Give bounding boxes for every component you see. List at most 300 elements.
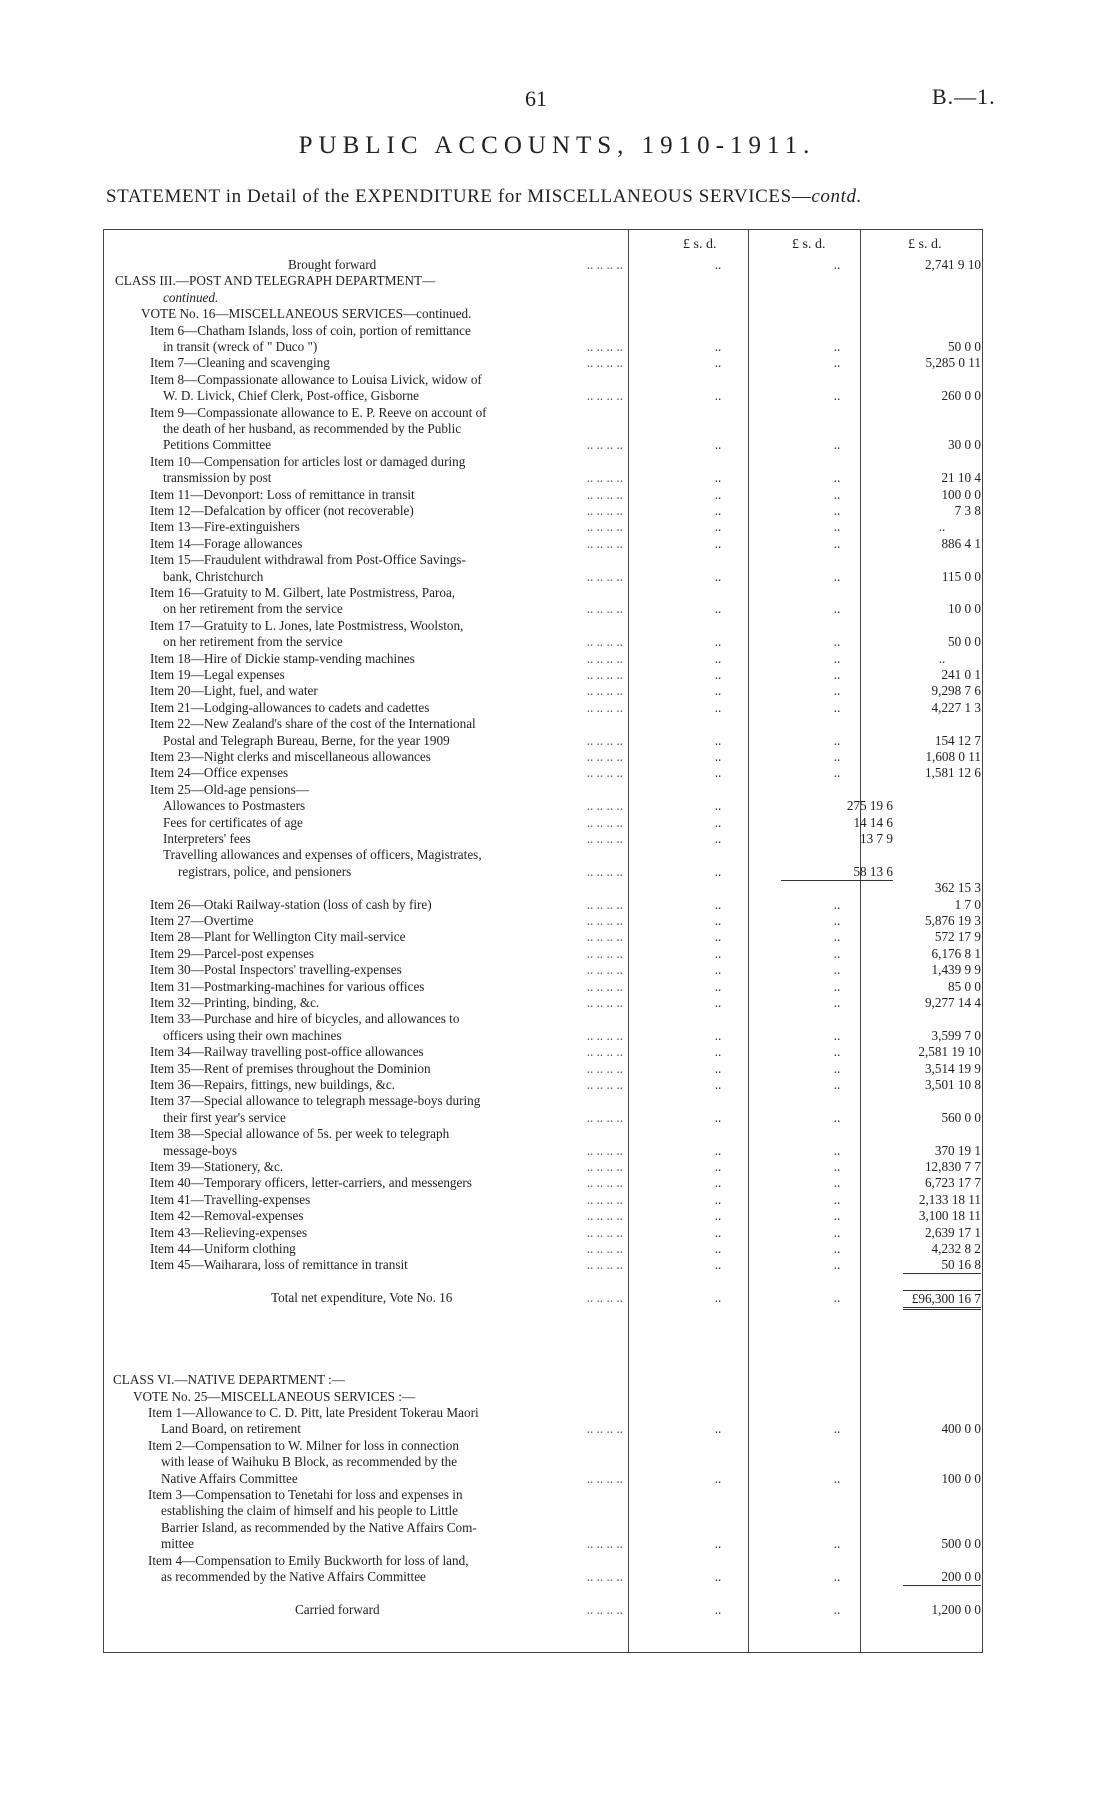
amount-c2: .. bbox=[833, 1027, 841, 1043]
amount-c1: .. bbox=[714, 1175, 722, 1191]
row-description bbox=[103, 585, 623, 601]
row-description bbox=[103, 1225, 623, 1241]
amount-c3: 4,227 1 3 bbox=[931, 699, 981, 715]
amount-c1: .. bbox=[714, 1569, 722, 1584]
amount-c2: .. bbox=[833, 1175, 841, 1191]
row-description-text: Item 6—Chatham Islands, loss of coin, portion of remittance bbox=[150, 322, 471, 338]
leader-dots: .. .. .. .. bbox=[586, 1027, 623, 1043]
amount-c3: 9,298 7 6 bbox=[931, 683, 981, 699]
amount-c3: 85 0 0 bbox=[948, 978, 981, 994]
row-description-text: Item 24—Office expenses bbox=[150, 765, 289, 781]
ledger-row bbox=[103, 683, 983, 699]
amount-c1: .. bbox=[714, 437, 722, 453]
row-description-text: Item 26—Otaki Railway-station (loss of cash by fire) bbox=[150, 896, 432, 912]
ledger-row bbox=[103, 651, 983, 667]
row-description bbox=[103, 1061, 623, 1077]
row-description bbox=[103, 487, 623, 503]
amount-c3: 2,581 19 10 bbox=[918, 1044, 981, 1060]
row-description bbox=[103, 1569, 623, 1585]
amount-c2: .. bbox=[833, 1224, 841, 1240]
ledger-row bbox=[103, 273, 983, 289]
row-description bbox=[103, 470, 623, 486]
row-description bbox=[103, 306, 623, 322]
ledger-row bbox=[103, 1405, 983, 1421]
leader-dots: .. .. .. .. bbox=[586, 749, 623, 764]
amount-c1: .. bbox=[714, 1044, 722, 1060]
row-description bbox=[103, 1028, 623, 1044]
row-description-text: on her retirement from the service bbox=[163, 634, 343, 650]
amount-c3: 3,100 18 11 bbox=[918, 1208, 981, 1224]
amount-c2: .. bbox=[833, 634, 841, 650]
amount-c1: .. bbox=[714, 1077, 722, 1092]
row-description-text: Item 21—Lodging-allowances to cadets and cadettes bbox=[150, 699, 430, 715]
row-description-text: Item 41—Travelling-expenses bbox=[150, 1191, 311, 1207]
row-description bbox=[103, 946, 623, 962]
amount-c3: 2,639 17 1 bbox=[924, 1224, 981, 1240]
amount-c3: 50 16 8 bbox=[903, 1257, 981, 1274]
ledger-row bbox=[103, 1372, 983, 1388]
leader-dots: .. .. .. .. bbox=[586, 913, 623, 928]
row-description bbox=[103, 667, 623, 683]
ledger-row bbox=[103, 454, 983, 470]
row-description bbox=[103, 929, 623, 945]
row-description-text: mittee bbox=[161, 1536, 194, 1552]
row-description-text: Interpreters' fees bbox=[163, 831, 251, 846]
row-description-text: Item 11—Devonport: Loss of remittance in transit bbox=[150, 486, 415, 502]
row-description-text: Item 42—Removal-expenses bbox=[150, 1208, 304, 1224]
amount-c1: .. bbox=[714, 1208, 722, 1224]
ledger-row bbox=[103, 1093, 983, 1109]
ledger-row bbox=[103, 1536, 983, 1552]
amount-c1: .. bbox=[714, 732, 722, 748]
amount-c2: .. bbox=[833, 1142, 841, 1158]
row-description bbox=[103, 716, 623, 732]
row-description-text: Item 35—Rent of premises throughout the Dominion bbox=[150, 1060, 431, 1076]
row-description-text: as recommended by the Native Affairs Committee bbox=[161, 1569, 426, 1584]
ledger-row bbox=[103, 1011, 983, 1027]
ledger-row bbox=[103, 421, 983, 437]
leader-dots: .. .. .. .. bbox=[586, 1470, 623, 1486]
amount-c1: .. bbox=[714, 1027, 722, 1043]
amount-c1: .. bbox=[714, 1191, 722, 1207]
ledger-row bbox=[103, 1520, 983, 1536]
row-description bbox=[103, 847, 623, 863]
row-description-text: message-boys bbox=[163, 1142, 237, 1158]
ledger-row bbox=[103, 700, 983, 716]
ledger-row bbox=[103, 815, 983, 831]
row-description-text: Land Board, on retirement bbox=[161, 1421, 301, 1437]
amount-c1: .. bbox=[714, 699, 722, 715]
leader-dots: .. .. .. .. bbox=[586, 798, 623, 814]
row-description bbox=[103, 421, 623, 437]
leader-dots: .. .. .. .. bbox=[586, 945, 623, 961]
row-description bbox=[103, 1159, 623, 1175]
row-description-text: Postal and Telegraph Bureau, Berne, for the year 1909 bbox=[163, 732, 450, 748]
row-description bbox=[103, 831, 623, 847]
row-description-text: Item 23—Night clerks and miscellaneous allowances bbox=[150, 749, 431, 764]
amount-c1: .. bbox=[714, 1241, 722, 1256]
amount-c3: 1,581 12 6 bbox=[924, 765, 981, 781]
leader-dots: .. .. .. .. bbox=[586, 831, 623, 846]
amount-c2: .. bbox=[833, 929, 841, 945]
row-description-text: Petitions Committee bbox=[163, 437, 272, 453]
amount-c1: .. bbox=[714, 1536, 722, 1552]
row-description-text: Item 20—Light, fuel, and water bbox=[150, 683, 318, 699]
ledger-row bbox=[103, 995, 983, 1011]
ledger-row bbox=[103, 634, 983, 650]
ledger-row bbox=[103, 1356, 983, 1372]
leader-dots: .. .. .. .. bbox=[586, 1224, 623, 1240]
ledger-row bbox=[103, 1602, 983, 1618]
amount-c2: .. bbox=[833, 1191, 841, 1207]
row-description bbox=[103, 1438, 623, 1454]
amount-c1: .. bbox=[714, 929, 722, 945]
leader-dots: .. .. .. .. bbox=[586, 257, 623, 272]
row-description bbox=[103, 454, 623, 470]
row-description bbox=[103, 765, 623, 781]
leader-dots: .. .. .. .. bbox=[586, 1191, 623, 1207]
ledger-row bbox=[103, 470, 983, 486]
row-description bbox=[103, 913, 623, 929]
ledger-row bbox=[103, 1454, 983, 1470]
amount-c2: .. bbox=[833, 896, 841, 912]
amount-c2: .. bbox=[833, 1241, 841, 1256]
amount-c2: .. bbox=[833, 1601, 841, 1617]
row-description bbox=[103, 569, 623, 585]
ledger-row bbox=[103, 1290, 983, 1306]
row-description bbox=[103, 700, 623, 716]
amount-c3: 12,830 7 7 bbox=[924, 1159, 981, 1174]
row-description bbox=[103, 290, 623, 306]
column-header-2: £ s. d. bbox=[792, 237, 826, 252]
ledger-row bbox=[103, 1471, 983, 1487]
row-description-text: their first year's service bbox=[163, 1109, 286, 1125]
row-description bbox=[103, 634, 623, 650]
amount-c1: .. bbox=[714, 798, 722, 814]
amount-c2: .. bbox=[833, 1208, 841, 1224]
leader-dots: .. .. .. .. bbox=[586, 1109, 623, 1125]
row-description bbox=[103, 437, 623, 453]
row-description-text: VOTE No. 16—MISCELLANEOUS SERVICES—continued. bbox=[141, 306, 472, 322]
subtitle-main: STATEMENT in Detail of the EXPENDITURE for MISCELLANEOUS SERVICES— bbox=[106, 186, 812, 207]
ledger-row bbox=[103, 601, 983, 617]
row-description bbox=[103, 1520, 623, 1536]
amount-c1: .. bbox=[714, 257, 722, 272]
ledger-row bbox=[103, 487, 983, 503]
amount-c2: .. bbox=[833, 339, 841, 354]
amount-c2: .. bbox=[833, 1109, 841, 1125]
row-description bbox=[103, 995, 623, 1011]
amount-c3: 30 0 0 bbox=[948, 437, 981, 453]
row-description-text: the death of her husband, as recommended by the Public bbox=[163, 421, 462, 436]
amount-c2: .. bbox=[833, 995, 841, 1010]
amount-c1: .. bbox=[714, 519, 722, 535]
row-description-text: Item 25—Old-age pensions— bbox=[150, 781, 309, 797]
page-title: PUBLIC ACCOUNTS, 1910-1911. bbox=[298, 132, 816, 159]
ledger-row bbox=[103, 1044, 983, 1060]
row-description bbox=[103, 519, 623, 535]
ledger-row bbox=[103, 1339, 983, 1355]
ledger-row bbox=[103, 929, 983, 945]
row-description bbox=[103, 1421, 623, 1437]
ledger-row bbox=[103, 1225, 983, 1241]
row-description-text: on her retirement from the service bbox=[163, 601, 343, 617]
ledger-row bbox=[103, 339, 983, 355]
amount-c1: .. bbox=[714, 831, 722, 846]
leader-dots: .. .. .. .. bbox=[586, 667, 623, 682]
row-description-text: Item 10—Compensation for articles lost or damaged during bbox=[150, 453, 466, 469]
ledger-row bbox=[103, 306, 983, 322]
row-description bbox=[103, 273, 623, 289]
row-description bbox=[103, 782, 623, 798]
leader-dots: .. .. .. .. bbox=[586, 765, 623, 781]
row-description-text: Item 22—New Zealand's share of the cost of the International bbox=[150, 716, 476, 732]
amount-c2: 275 19 6 bbox=[846, 798, 893, 814]
row-description-text: Item 4—Compensation to Emily Buckworth for loss of land, bbox=[148, 1552, 469, 1568]
row-description-text: CLASS VI.—NATIVE DEPARTMENT :— bbox=[113, 1372, 345, 1388]
row-description-text: Item 39—Stationery, &c. bbox=[150, 1159, 284, 1174]
ledger-row bbox=[103, 798, 983, 814]
row-description-text: Item 12—Defalcation by officer (not recoverable) bbox=[150, 503, 414, 518]
ledger-row bbox=[103, 946, 983, 962]
leader-dots: .. .. .. .. bbox=[586, 1208, 623, 1224]
table-bottom-rule bbox=[103, 1652, 983, 1653]
amount-c1: .. bbox=[714, 1470, 722, 1486]
amount-c2: .. bbox=[833, 601, 841, 617]
ledger-row bbox=[103, 1569, 983, 1585]
row-description-text: Item 43—Relieving-expenses bbox=[150, 1224, 308, 1240]
leader-dots: .. .. .. .. bbox=[586, 1044, 623, 1060]
amount-c3: 886 4 1 bbox=[941, 535, 981, 551]
ledger-row bbox=[103, 782, 983, 798]
row-description-text: Item 1—Allowance to C. D. Pitt, late President Tokerau Maori bbox=[148, 1405, 479, 1420]
row-description bbox=[103, 323, 623, 339]
leader-dots: .. .. .. .. bbox=[586, 650, 623, 666]
row-description-text: Item 13—Fire-extinguishers bbox=[150, 519, 300, 535]
row-description bbox=[103, 979, 623, 995]
row-description bbox=[103, 815, 623, 831]
amount-c3: 572 17 9 bbox=[934, 929, 981, 945]
row-description bbox=[103, 1126, 623, 1142]
ledger-row bbox=[103, 1241, 983, 1257]
amount-c2: .. bbox=[833, 1159, 841, 1174]
row-description-text: bank, Christchurch bbox=[163, 568, 264, 584]
leader-dots: .. .. .. .. bbox=[586, 863, 623, 879]
amount-c2: .. bbox=[833, 437, 841, 453]
amount-c2: .. bbox=[833, 568, 841, 584]
ledger-row bbox=[103, 1553, 983, 1569]
amount-c1: .. bbox=[714, 1109, 722, 1125]
row-description bbox=[103, 1553, 623, 1569]
row-description bbox=[103, 618, 623, 634]
leader-dots: .. .. .. .. bbox=[586, 1175, 623, 1191]
amount-c1: .. bbox=[714, 1224, 722, 1240]
amount-c3: .. bbox=[938, 519, 946, 535]
amount-c1: .. bbox=[714, 650, 722, 666]
ledger-row bbox=[103, 733, 983, 749]
amount-c3: 362 15 3 bbox=[934, 880, 981, 896]
row-description-text: Item 15—Fraudulent withdrawal from Post-Office Savings- bbox=[150, 552, 466, 568]
ledger-row bbox=[103, 1307, 983, 1323]
table-top-rule bbox=[103, 229, 983, 230]
amount-c3: 154 12 7 bbox=[934, 732, 981, 748]
ledger-row bbox=[103, 536, 983, 552]
amount-c3: 3,599 7 0 bbox=[931, 1027, 981, 1043]
row-description bbox=[103, 683, 623, 699]
row-description-text: Item 31—Postmarking-machines for various offices bbox=[150, 978, 425, 994]
amount-c3: 1,200 0 0 bbox=[931, 1601, 981, 1617]
row-description-text: Allowances to Postmasters bbox=[163, 798, 306, 814]
row-description bbox=[103, 1454, 623, 1470]
amount-c3: 2,741 9 10 bbox=[924, 257, 981, 272]
leader-dots: .. .. .. .. bbox=[586, 732, 623, 748]
amount-c1: .. bbox=[714, 863, 722, 879]
ledger-row bbox=[103, 1585, 983, 1601]
row-description bbox=[103, 339, 623, 355]
leader-dots: .. .. .. .. bbox=[586, 995, 623, 1010]
amount-c2: .. bbox=[833, 535, 841, 551]
amount-c2: .. bbox=[833, 650, 841, 666]
amount-c1: .. bbox=[714, 978, 722, 994]
leader-dots: .. .. .. .. bbox=[586, 470, 623, 486]
leader-dots: .. .. .. .. bbox=[586, 503, 623, 518]
amount-c1: .. bbox=[714, 503, 722, 518]
row-description-text: Carried forward bbox=[295, 1601, 380, 1617]
ledger-row bbox=[103, 552, 983, 568]
ledger-row bbox=[103, 372, 983, 388]
ledger-row bbox=[103, 1175, 983, 1191]
amount-c3: .. bbox=[938, 650, 946, 666]
row-description-text: in transit (wreck of " Duco ") bbox=[163, 339, 318, 354]
leader-dots: .. .. .. .. bbox=[586, 1536, 623, 1552]
row-description-text: Item 34—Railway travelling post-office allowances bbox=[150, 1044, 424, 1060]
amount-c3: 5,876 19 3 bbox=[924, 913, 981, 928]
ledger-row bbox=[103, 913, 983, 929]
leader-dots: .. .. .. .. bbox=[586, 978, 623, 994]
ledger-row bbox=[103, 979, 983, 995]
row-description-text: transmission by post bbox=[163, 470, 272, 486]
ledger-row bbox=[103, 1208, 983, 1224]
amount-c2: .. bbox=[833, 1569, 841, 1584]
amount-c2: .. bbox=[833, 1077, 841, 1092]
amount-c1: .. bbox=[714, 962, 722, 978]
row-description-text: Item 3—Compensation to Tenetahi for loss and expenses in bbox=[148, 1487, 463, 1502]
amount-c1: .. bbox=[714, 667, 722, 682]
row-description bbox=[103, 601, 623, 617]
ledger-row bbox=[103, 503, 983, 519]
row-description-text: Item 18—Hire of Dickie stamp-vending machines bbox=[150, 650, 415, 666]
amount-c1: .. bbox=[714, 913, 722, 928]
leader-dots: .. .. .. .. bbox=[586, 699, 623, 715]
row-description bbox=[103, 503, 623, 519]
row-description-text: Item 2—Compensation to W. Milner for loss in connection bbox=[148, 1437, 459, 1453]
amount-c2: .. bbox=[833, 962, 841, 978]
row-description-text: Item 7—Cleaning and scavenging bbox=[150, 355, 330, 371]
amount-c1: .. bbox=[714, 339, 722, 354]
amount-c2: .. bbox=[833, 1421, 841, 1437]
row-description-text: Item 14—Forage allowances bbox=[150, 535, 303, 551]
row-description-text: Item 44—Uniform clothing bbox=[150, 1241, 296, 1256]
amount-c3: 200 0 0 bbox=[903, 1569, 981, 1586]
amount-c2: .. bbox=[833, 699, 841, 715]
row-description-text: Item 36—Repairs, fittings, new buildings, &c. bbox=[150, 1077, 396, 1092]
amount-c3: 1,439 9 9 bbox=[931, 962, 981, 978]
amount-c2: .. bbox=[833, 257, 841, 272]
leader-dots: .. .. .. .. bbox=[586, 1159, 623, 1174]
row-description bbox=[103, 1044, 623, 1060]
row-description bbox=[103, 1405, 623, 1421]
row-description-text: Item 37—Special allowance to telegraph message-boys during bbox=[150, 1093, 481, 1109]
row-description-text: Item 27—Overtime bbox=[150, 913, 254, 928]
amount-c3: 10 0 0 bbox=[948, 601, 981, 617]
amount-c1: .. bbox=[714, 1601, 722, 1617]
amount-c3: 500 0 0 bbox=[941, 1536, 981, 1552]
ledger-row bbox=[103, 323, 983, 339]
ledger-row bbox=[103, 847, 983, 863]
ledger-row bbox=[103, 1028, 983, 1044]
row-description bbox=[103, 372, 623, 388]
leader-dots: .. .. .. .. bbox=[586, 1077, 623, 1092]
amount-c2: .. bbox=[833, 1470, 841, 1486]
amount-c1: .. bbox=[714, 470, 722, 486]
ledger-row bbox=[103, 569, 983, 585]
row-description-text: continued. bbox=[163, 289, 219, 305]
row-description-text: Total net expenditure, Vote No. 16 bbox=[271, 1290, 453, 1306]
leader-dots: .. .. .. .. bbox=[586, 1290, 623, 1306]
amount-c2: .. bbox=[833, 388, 841, 404]
row-description bbox=[103, 1175, 623, 1191]
row-description-text: Item 30—Postal Inspectors' travelling-expenses bbox=[150, 962, 402, 978]
amount-c2: .. bbox=[833, 667, 841, 682]
amount-c2: .. bbox=[833, 978, 841, 994]
amount-c1: .. bbox=[714, 765, 722, 781]
leader-dots: .. .. .. .. bbox=[586, 437, 623, 453]
amount-c3: 1 7 0 bbox=[954, 896, 981, 912]
row-description bbox=[103, 1487, 623, 1503]
row-description-text: Native Affairs Committee bbox=[161, 1470, 298, 1486]
row-description bbox=[103, 552, 623, 568]
amount-c1: .. bbox=[714, 683, 722, 699]
amount-c2: .. bbox=[833, 683, 841, 699]
ledger-row bbox=[103, 1126, 983, 1142]
amount-c2: 13 7 9 bbox=[860, 831, 893, 846]
amount-c3: 9,277 14 4 bbox=[924, 995, 981, 1010]
row-description-text: Item 17—Gratuity to L. Jones, late Postmistress, Woolston, bbox=[150, 617, 464, 633]
amount-c1: .. bbox=[714, 1257, 722, 1273]
amount-c1: .. bbox=[714, 1159, 722, 1174]
amount-c2: .. bbox=[833, 732, 841, 748]
leader-dots: .. .. .. .. bbox=[586, 1060, 623, 1076]
ledger-row bbox=[103, 1159, 983, 1175]
amount-c2: .. bbox=[833, 1536, 841, 1552]
row-description bbox=[103, 355, 623, 371]
amount-c1: .. bbox=[714, 388, 722, 404]
row-description bbox=[103, 1077, 623, 1093]
column-header-3: £ s. d. bbox=[908, 237, 942, 252]
row-description-text: establishing the claim of himself and his people to Little bbox=[161, 1503, 459, 1519]
leader-dots: .. .. .. .. bbox=[586, 568, 623, 584]
ledger-row bbox=[103, 1077, 983, 1093]
amount-c3: 1,608 0 11 bbox=[925, 749, 981, 764]
leader-dots: .. .. .. .. bbox=[586, 601, 623, 617]
amount-c2: .. bbox=[833, 1290, 841, 1306]
leader-dots: .. .. .. .. bbox=[586, 814, 623, 830]
amount-c2: .. bbox=[833, 1257, 841, 1273]
ledger-row bbox=[103, 765, 983, 781]
row-description bbox=[103, 1257, 623, 1273]
ledger-row bbox=[103, 667, 983, 683]
row-description bbox=[103, 536, 623, 552]
